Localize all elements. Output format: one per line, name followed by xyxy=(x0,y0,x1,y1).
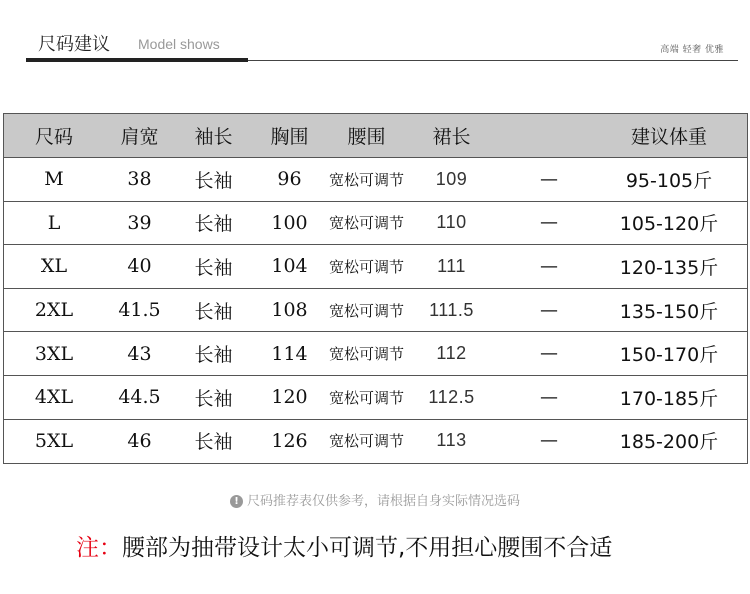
cell-chest: 120 xyxy=(271,386,308,409)
cell-sleeve: 长袖 xyxy=(194,169,233,192)
brand-tagline: 高端 轻奢 优雅 xyxy=(660,45,724,55)
cell-shoulder: 39 xyxy=(127,211,152,234)
table-row xyxy=(4,158,747,201)
header xyxy=(0,0,750,70)
cell-waist: 宽松可调节 xyxy=(328,170,404,189)
table-row xyxy=(4,245,747,288)
size-note xyxy=(0,490,750,509)
cell-size: 2XL xyxy=(34,299,74,322)
table-row xyxy=(4,289,747,332)
cell-sleeve: 长袖 xyxy=(194,256,233,279)
cell-weight: 185-200斤 xyxy=(619,431,719,454)
cell-chest: 104 xyxy=(271,255,308,278)
cell-dash: — xyxy=(540,168,558,190)
header-size: 尺码 xyxy=(34,126,73,148)
cell-weight: 135-150斤 xyxy=(619,300,719,323)
cell-weight: 95-105斤 xyxy=(625,169,713,192)
waist-remark xyxy=(76,529,612,562)
cell-dash: — xyxy=(540,430,558,452)
page-title: 尺码建议 xyxy=(38,34,110,55)
cell-dash: — xyxy=(540,386,558,408)
cell-shoulder: 41.5 xyxy=(118,299,161,322)
cell-size: 5XL xyxy=(34,429,74,452)
cell-shoulder: 44.5 xyxy=(118,386,161,409)
cell-waist: 宽松可调节 xyxy=(328,301,404,320)
cell-weight: 170-185斤 xyxy=(619,387,719,410)
cell-weight: 105-120斤 xyxy=(619,213,719,236)
cell-dash: — xyxy=(540,299,558,321)
info-icon: ! xyxy=(230,495,243,508)
size-note-text: 尺码推荐表仅供参考，请根据自身实际情况选码 xyxy=(246,494,520,509)
cell-length: 109 xyxy=(435,168,468,189)
header-blank xyxy=(504,114,594,157)
cell-shoulder: 38 xyxy=(127,168,152,191)
cell-waist: 宽松可调节 xyxy=(328,345,404,364)
cell-length: 112 xyxy=(436,343,467,364)
cell-waist: 宽松可调节 xyxy=(328,432,404,451)
cell-size: 4XL xyxy=(34,386,74,409)
cell-waist: 宽松可调节 xyxy=(328,257,404,276)
cell-chest: 108 xyxy=(271,299,308,322)
cell-length: 111.5 xyxy=(429,299,474,320)
cell-size: XL xyxy=(40,255,68,278)
page-subtitle: Model shows xyxy=(138,36,220,52)
cell-dash: — xyxy=(540,255,558,277)
header-divider xyxy=(248,60,738,61)
table-row xyxy=(4,202,747,245)
table-header-row xyxy=(4,114,747,157)
cell-size: 3XL xyxy=(34,342,74,365)
cell-size: M xyxy=(44,168,64,191)
table-row xyxy=(4,332,747,375)
cell-weight: 150-170斤 xyxy=(619,344,719,367)
table-row xyxy=(4,420,747,463)
cell-chest: 114 xyxy=(271,342,308,365)
cell-chest: 96 xyxy=(277,168,302,191)
header-sleeve: 袖长 xyxy=(194,126,233,148)
cell-shoulder: 43 xyxy=(127,342,152,365)
cell-sleeve: 长袖 xyxy=(194,213,233,236)
cell-weight: 120-135斤 xyxy=(619,256,719,279)
cell-waist: 宽松可调节 xyxy=(328,214,404,233)
cell-dash: — xyxy=(540,212,558,234)
cell-length: 112.5 xyxy=(428,386,475,407)
header-chest: 胸围 xyxy=(270,126,309,148)
cell-shoulder: 40 xyxy=(127,255,152,278)
cell-sleeve: 长袖 xyxy=(194,344,233,367)
header-shoulder: 肩宽 xyxy=(120,126,159,148)
cell-chest: 126 xyxy=(271,429,308,452)
cell-shoulder: 46 xyxy=(127,429,152,452)
header-length: 裙长 xyxy=(432,126,471,148)
cell-chest: 100 xyxy=(271,211,308,234)
cell-length: 111 xyxy=(437,255,466,276)
cell-sleeve: 长袖 xyxy=(194,431,233,454)
header-waist: 腰围 xyxy=(347,126,386,148)
cell-waist: 宽松可调节 xyxy=(328,388,404,407)
cell-length: 113 xyxy=(436,430,467,451)
header-underline-accent xyxy=(26,58,248,62)
header-weight: 建议体重 xyxy=(630,126,707,148)
remark-label: 注： xyxy=(76,535,122,561)
cell-sleeve: 长袖 xyxy=(194,300,233,323)
cell-dash: — xyxy=(540,343,558,365)
cell-sleeve: 长袖 xyxy=(194,387,233,410)
size-table xyxy=(3,113,748,464)
cell-size: L xyxy=(47,211,61,234)
cell-length: 110 xyxy=(436,212,467,233)
table-row xyxy=(4,376,747,419)
remark-text: 腰部为抽带设计太小可调节,不用担心腰围不合适 xyxy=(122,535,613,561)
